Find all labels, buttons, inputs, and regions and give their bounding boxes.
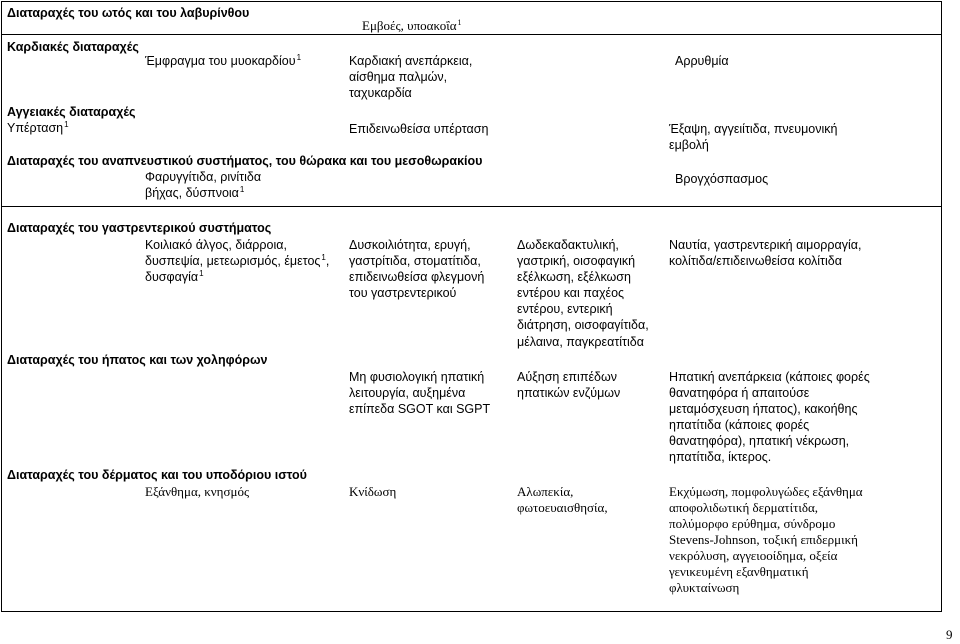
gastro-unknown-line-2: κολίτιδα/επιδεινωθείσα κολίτιδα [669, 254, 842, 268]
gastro-rare-line-2: γαστρική, οισοφαγική [517, 254, 636, 268]
page-number: 9 [946, 627, 953, 642]
hepatic-unknown-line-5: θανατηφόρα), ηπατική νέκρωση, [669, 434, 850, 448]
ear-common-reactions: Εμβοές, υποακοΐα$^1$ [362, 18, 462, 33]
section-title-ear: Διαταραχές του ωτός και του λαβυρίνθου [7, 6, 250, 20]
gastro-common-line-1: Κοιλιακό άλγος, διάρροια, [145, 238, 287, 252]
cardiac-unknown-reactions: Αρρυθμία [675, 54, 729, 68]
vascular-uncommon: Επιδεινωθείσα υπέρταση [349, 122, 489, 136]
hepatic-rare-line-2: ηπατικών ενζύμων [517, 386, 621, 400]
hepatic-unknown-line-6: ηπατίτιδα, ίκτερος. [669, 450, 772, 464]
gastro-common-line-2: δυσπεψία, μετεωρισμός, έμετος$^1$, [145, 253, 330, 268]
cardiac-uncommon-line-2: αίσθημα παλμών, [349, 70, 448, 84]
hepatic-uncommon-line-1: Μη φυσιολογική ηπατική [349, 370, 485, 384]
section-title-gastro: Διαταραχές του γαστρεντερικού συστήματος [7, 221, 272, 235]
row-divider [1, 206, 942, 207]
cardiac-common-reactions: Έμφραγμα του μυοκαρδίου$^1$ [145, 53, 302, 68]
gastro-uncommon-line-4: του γαστρεντερικού [349, 286, 457, 300]
skin-unknown-line-1: Εκχύμωση, πομφολυγώδες εξάνθημα [669, 484, 863, 499]
skin-unknown-line-7: φλυκταίνωση [669, 580, 740, 595]
vascular-unknown-line-1: Έξαψη, αγγειίτιδα, πνευμονική [669, 122, 838, 136]
hepatic-rare-line-1: Αύξηση επιπέδων [517, 370, 617, 384]
gastro-rare-line-6: διάτρηση, οισοφαγίτιδα, [517, 318, 649, 332]
hepatic-unknown-line-1: Ηπατική ανεπάρκεια (κάποιες φορές [669, 370, 870, 384]
hepatic-uncommon-line-2: λειτουργία, αυξημένα [349, 386, 466, 400]
respiratory-common-line-1: Φαρυγγίτιδα, ρινίτιδα [145, 170, 262, 184]
row-divider [1, 34, 942, 35]
skin-unknown-line-5: νεκρόλυση, αγγειοοίδημα, οξεία [669, 548, 838, 563]
gastro-uncommon-line-1: Δυσκοιλιότητα, ερυγή, [349, 238, 471, 252]
skin-common: Εξάνθημα, κνησμός [145, 484, 250, 499]
skin-uncommon: Κνίδωση [349, 484, 397, 499]
gastro-rare-line-1: Δωδεκαδακτυλική, [517, 238, 619, 252]
section-title-respiratory: Διαταραχές του αναπνευστικού συστήματος, του θώρακα και του μεσοθωρακίου [7, 154, 483, 168]
section-title-skin: Διαταραχές του δέρματος και του υποδόριου ιστού [7, 468, 307, 482]
respiratory-common-line-2: βήχας, δύσπνοια$^1$ [145, 185, 245, 200]
cardiac-uncommon-line-1: Καρδιακή ανεπάρκεια, [349, 54, 473, 68]
section-title-cardiac: Καρδιακές διαταραχές [7, 40, 139, 54]
gastro-uncommon-line-3: επιδεινωθείσα φλεγμονή [349, 270, 485, 284]
gastro-uncommon-line-2: γαστρίτιδα, στοματίτιδα, [349, 254, 481, 268]
gastro-rare-line-3: εξέλκωση, εξέλκωση [517, 270, 631, 284]
skin-rare-line-1: Αλωπεκία, [517, 484, 574, 499]
respiratory-unknown: Βρογχόσπασμος [675, 172, 769, 186]
skin-unknown-line-2: αποφολιδωτική δερματίτιδα, [669, 500, 819, 515]
gastro-rare-line-7: μέλαινα, παγκρεατίτιδα [517, 335, 644, 349]
vascular-unknown-line-2: εμβολή [669, 138, 709, 152]
hepatic-unknown-line-3: μεταμόσχευση ήπατος), κακοήθης [669, 402, 858, 416]
gastro-rare-line-5: εντέρου, εντερική [517, 302, 613, 316]
gastro-rare-line-4: εντέρου και παχέος [517, 286, 625, 300]
skin-unknown-line-6: γενικευμένη εξανθηματική [669, 564, 809, 579]
section-title-vascular: Αγγειακές διαταραχές [7, 105, 136, 119]
gastro-unknown-line-1: Ναυτία, γαστρεντερική αιμορραγία, [669, 238, 862, 252]
gastro-common-line-3: δυσφαγία$^1$ [145, 269, 204, 284]
vascular-very-common: Υπέρταση$^1$ [7, 120, 69, 135]
hepatic-unknown-line-4: ηπατίτιδα (κάποιες φορές [669, 418, 810, 432]
skin-unknown-line-4: Stevens-Johnson, τοξική επιδερμική [669, 532, 858, 547]
cardiac-uncommon-line-3: ταχυκαρδία [349, 86, 412, 100]
hepatic-uncommon-line-3: επίπεδα SGOT και SGPT [349, 402, 491, 416]
hepatic-unknown-line-2: θανατηφόρα ή απαιτούσε [669, 386, 810, 400]
skin-rare-line-2: φωτοευαισθησία, [517, 500, 608, 515]
section-title-hepatic: Διαταραχές του ήπατος και των χοληφόρων [7, 353, 268, 367]
skin-unknown-line-3: πολύμορφο ερύθημα, σύνδρομο [669, 516, 836, 531]
